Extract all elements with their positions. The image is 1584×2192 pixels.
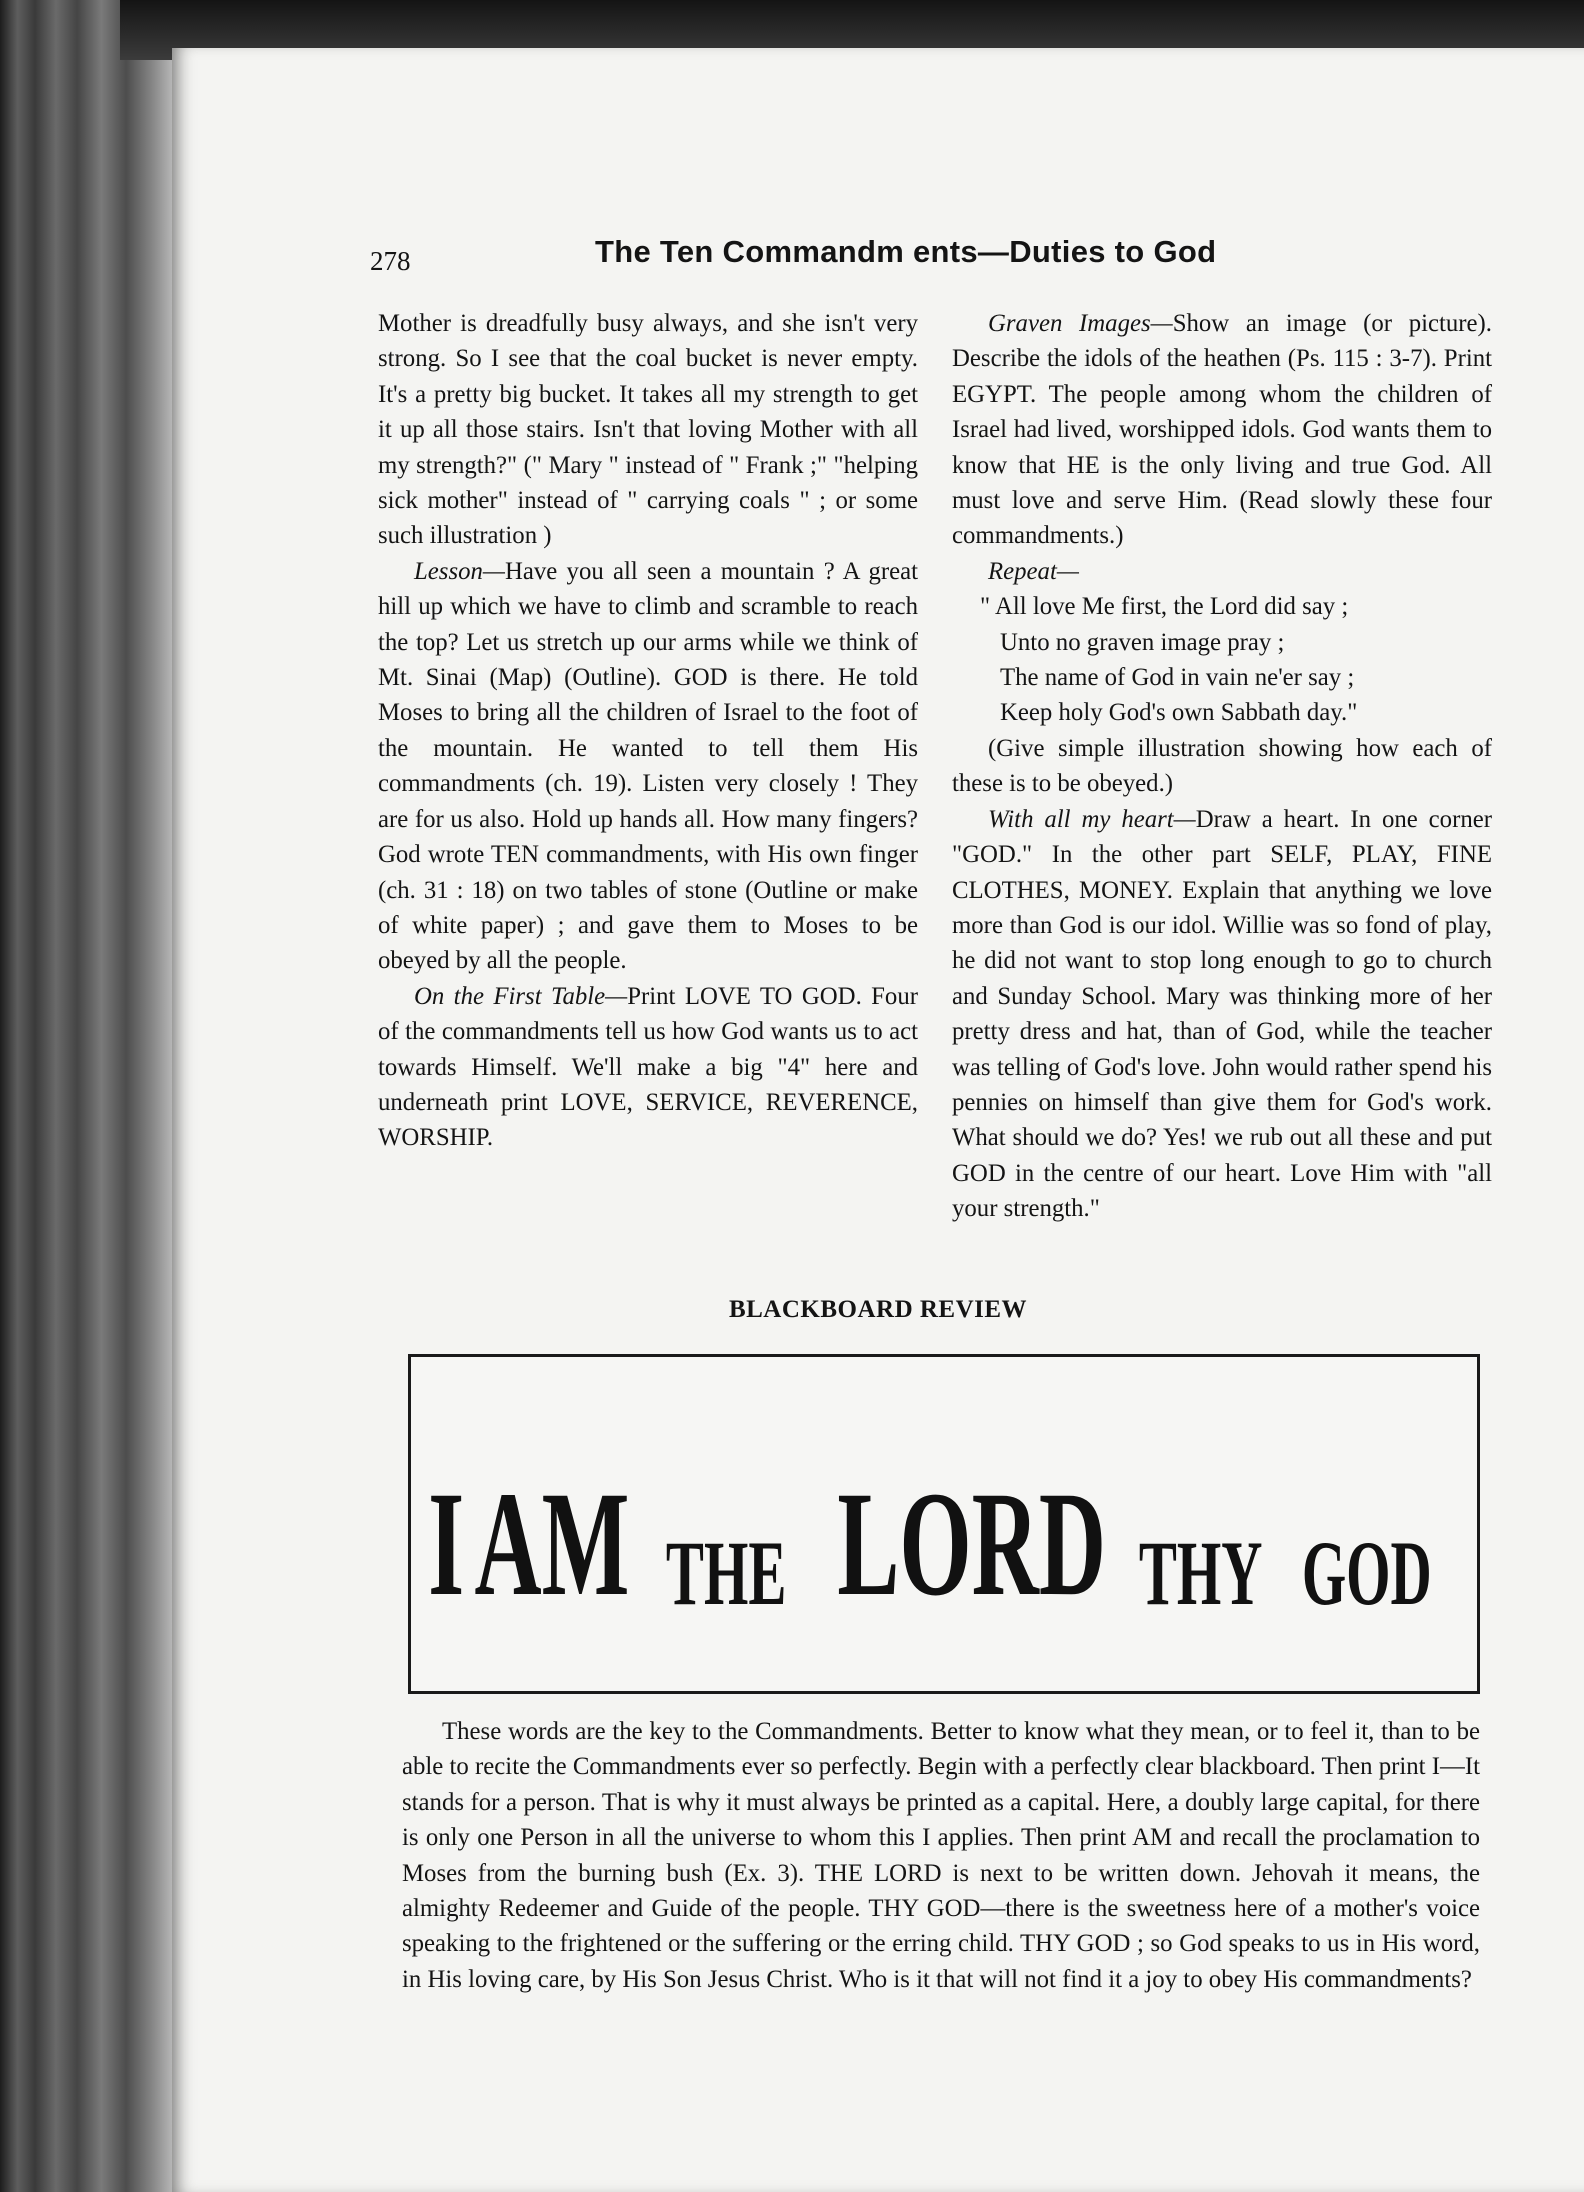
- paragraph-lead: On the First Table—: [414, 982, 628, 1010]
- blackboard-word-am: AM: [474, 1461, 630, 1627]
- blackboard-word-lord: LORD: [837, 1461, 1107, 1627]
- blackboard-word-god: GOD: [1301, 1522, 1432, 1624]
- paragraph-mother: [378, 306, 918, 554]
- blackboard-word-the: THE: [665, 1522, 787, 1624]
- running-title: The Ten Commandm ents—Duties to God: [595, 234, 1217, 269]
- paragraph-first-table: [378, 979, 918, 1156]
- paragraph-lesson: [378, 554, 918, 979]
- blackboard-word-thy: THY: [1138, 1522, 1262, 1624]
- verse-line: " All love Me first, the Lord did say ;: [980, 593, 1349, 621]
- paragraph-text: Show an image (or picture). Describe the idols of the heathen (Ps. 115 : 3-7). Print EGYPT. The people among whom the children of Israel had lived, worshipped idols. God wants them to know that HE is the only living and true God. All must love and serve Him. (Read slowly these four commandments.): [952, 310, 1492, 550]
- book-edge: [0, 0, 175, 2192]
- paragraph-text: Mother is dreadfully busy always, and she isn't very strong. So I see that the coal bucket is never empty. It's a pretty big bucket. It takes all my strength to get it up all those stairs. Isn't that loving Mother with all my strength?" (" Mary " instead of " Frank ;" "helping sick mother" instead of " carrying coals " ; or some such illustration ): [378, 310, 918, 550]
- paragraph-lead: Graven Images—: [988, 310, 1173, 337]
- right-column: [952, 306, 1492, 1227]
- verse-line: Keep holy God's own Sabbath day.": [1000, 699, 1358, 727]
- closing-section: [402, 1714, 1480, 1997]
- blackboard-word-i: I: [427, 1461, 464, 1627]
- blackboard-box: [408, 1354, 1480, 1694]
- paragraph-text: Have you all seen a mountain ? A great hill up which we have to climb and scramble to reach the top? Let us stretch up our arms while we think of Mt. Sinai (Map) (Outline). GOD is there. He told Moses to bring all the children of Israel to the foot of the mountain. He wanted to tell them His commandments (ch. 19). Listen very closely ! They are for us also. Hold up hands all. How many fingers? God wrote TEN commandments, with His own finger (ch. 31 : 18) on two tables of stone (Outline or make of white paper) ; and gave them to Moses to be obeyed by all the people.: [378, 557, 918, 975]
- verse-line: Unto no graven image pray ;: [1000, 628, 1285, 656]
- section-title: BLACKBOARD REVIEW: [728, 1296, 1028, 1323]
- book-page: [172, 48, 1584, 2192]
- repeat-label: Repeat—: [988, 557, 1079, 585]
- left-column: [378, 306, 918, 1156]
- paragraph-text: Draw a heart. In one corner "GOD." In the other part SELF, PLAY, FINE CLOTHES, MONEY. Explain that anything we love more than God is our idol. Willie was so fond of play, he did not want to stop long enough to go to church and Sunday School. Mary was thinking more of her pretty dress and hat, than of God, while the teacher was telling of God's love. John would rather spend his pennies on himself than give them for God's work. What should we do? Yes! we rub out all these and put GOD in the centre of our heart. Love Him with "all your strength.": [952, 805, 1492, 1223]
- paragraph-give-illustration: (Give simple illustration showing how each of these is to be obeyed.): [952, 734, 1492, 798]
- paragraph-lead: With all my heart—: [988, 805, 1196, 833]
- blackboard-text: [411, 1357, 1477, 1691]
- paragraph-graven-images: [952, 306, 1492, 554]
- verse-line: The name of God in vain ne'er say ;: [1000, 664, 1355, 692]
- paragraph-lead: Lesson—: [414, 557, 505, 585]
- page-header: [370, 228, 1430, 288]
- paragraph-text: Print LOVE TO GOD. Four of the commandments tell us how God wants us to act towards Himself. We'll make a big "4" here and underneath print LOVE, SERVICE, REVERENCE, WORSHIP.: [378, 982, 918, 1152]
- closing-paragraph: These words are the key to the Commandments. Better to know what they mean, or to feel it, than to be able to recite the Commandments ever so perfectly. Begin with a perfectly clear blackboard. Then print I—It stands for a person. That is why it must always be printed as a capital. Here, a doubly large capital, for there is only one Person in all the universe to whom this I applies. Then print AM and recall the proclamation to Moses from the burning bush (Ex. 3). THE LORD is next to be written down. Jehovah it means, the almighty Redeemer and Guide of the people. THY GOD—there is the sweetness here of a mother's voice speaking to the frightened or the suffering or the erring child. THY GOD ; so God speaks to us in His word, in His loving care, by His Son Jesus Christ. Who is it that will not find it a joy to obey His commandments?: [402, 1718, 1480, 1993]
- page-number: 278: [370, 246, 411, 276]
- paragraph-with-all-my-heart: [952, 802, 1492, 1227]
